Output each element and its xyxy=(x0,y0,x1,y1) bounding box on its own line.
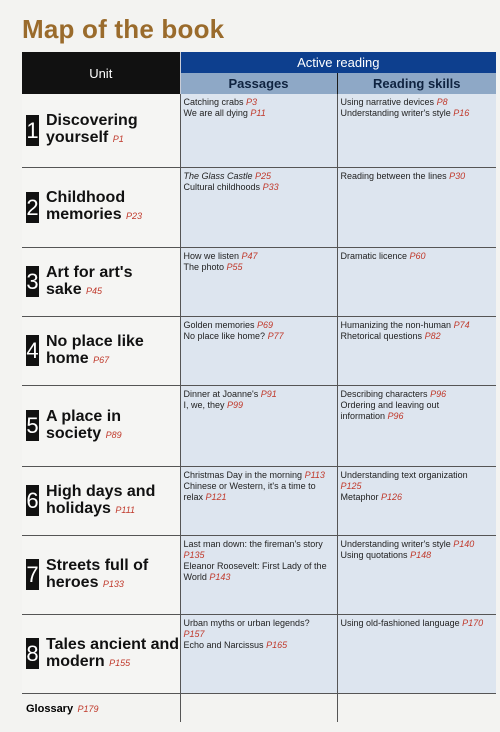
line-page: P157 xyxy=(183,628,205,639)
line-text: relax xyxy=(183,491,204,502)
line-page: P47 xyxy=(241,250,258,261)
line-page: P30 xyxy=(449,170,466,181)
active-reading-header: Active reading xyxy=(180,52,496,73)
unit-title-line1: Tales ancient and xyxy=(46,635,180,653)
unit-title xyxy=(46,189,142,225)
line-text: Christmas Day in the morning xyxy=(183,469,303,480)
line-text: Using narrative devices xyxy=(340,97,435,107)
unit-title xyxy=(46,483,155,519)
passages-cell xyxy=(180,614,337,693)
unit-page: P23 xyxy=(126,211,143,221)
glossary-page: P179 xyxy=(77,703,99,714)
unit-title-line1: A place in xyxy=(46,407,121,425)
line-text: Urban myths or urban legends? xyxy=(183,617,310,628)
line-page: P11 xyxy=(250,108,266,118)
unit-title-line2: holidays xyxy=(46,499,111,517)
passages-cell-line xyxy=(184,629,334,640)
unit-title-line2: modern xyxy=(46,652,105,670)
line-text: The Glass Castle xyxy=(183,170,253,181)
line-page: P74 xyxy=(453,319,470,330)
skills-cell-line xyxy=(341,171,494,182)
passages-cell xyxy=(180,535,337,614)
line-page: P8 xyxy=(436,97,448,107)
passages-cell xyxy=(180,247,337,316)
line-text: information xyxy=(340,410,386,421)
reading-skills-header: Reading skills xyxy=(337,73,496,94)
passages-cell-line xyxy=(184,320,334,331)
line-page: P126 xyxy=(381,491,403,502)
unit-number-badge: 7 xyxy=(26,559,39,590)
line-page: P33 xyxy=(262,181,279,192)
passages-cell-line xyxy=(184,389,334,400)
line-page: P135 xyxy=(183,549,205,560)
unit-page: P1 xyxy=(112,134,124,145)
passages-cell-line xyxy=(184,97,334,108)
unit-row xyxy=(22,94,496,167)
line-text: Ordering and leaving out xyxy=(340,399,440,410)
unit-cell xyxy=(22,535,180,614)
unit-page: P45 xyxy=(86,285,103,296)
line-text: We are all dying xyxy=(183,108,248,118)
passages-header: Passages xyxy=(180,73,337,94)
line-text: Understanding writer's style xyxy=(340,538,451,549)
unit-cell xyxy=(22,167,180,247)
unit-title xyxy=(46,333,144,369)
unit-row xyxy=(22,535,496,614)
line-page: P113 xyxy=(304,469,325,480)
line-text: Dinner at Joanne's xyxy=(183,388,259,399)
line-page: P25 xyxy=(255,170,272,181)
unit-row xyxy=(22,316,496,385)
line-page: P140 xyxy=(453,538,475,549)
line-page: P96 xyxy=(387,410,404,421)
line-text: Using quotations xyxy=(340,549,408,560)
line-page: P125 xyxy=(340,480,362,491)
line-page: P91 xyxy=(260,388,277,399)
unit-number-badge: 2 xyxy=(26,192,39,223)
passages-cell-line xyxy=(184,171,334,182)
line-page: P60 xyxy=(409,250,426,261)
unit-row xyxy=(22,247,496,316)
unit-title xyxy=(46,264,132,300)
line-text: Humanizing the non-human xyxy=(340,319,452,330)
unit-number-badge: 6 xyxy=(26,485,39,516)
unit-title-line2: heroes xyxy=(46,573,99,591)
unit-title-line2: sake xyxy=(46,280,82,298)
skills-cell-line xyxy=(341,108,494,119)
passages-cell-line xyxy=(184,572,334,583)
unit-row xyxy=(22,466,496,535)
line-page: P16 xyxy=(453,108,470,118)
skills-cell-line xyxy=(341,389,494,400)
skills-cell xyxy=(337,167,496,247)
passages-cell-line xyxy=(184,400,334,411)
unit-title-line1: Art for art's xyxy=(46,263,133,281)
skills-cell-line xyxy=(341,550,494,561)
line-text: Using old-fashioned language xyxy=(340,617,460,628)
unit-cell xyxy=(22,247,180,316)
book-map-table xyxy=(22,52,496,722)
passages-cell-line xyxy=(184,561,334,572)
passages-cell xyxy=(180,167,337,247)
glossary-label: Glossary xyxy=(26,702,74,715)
line-page: P82 xyxy=(424,330,441,341)
unit-page: P133 xyxy=(102,578,124,589)
passages-cell-line xyxy=(184,108,334,119)
unit-cell xyxy=(22,385,180,466)
line-text: Chinese or Western, it's a time to xyxy=(183,480,316,491)
line-text: Cultural childhoods xyxy=(183,181,261,192)
line-text: Reading between the lines xyxy=(340,170,447,181)
skills-cell-line xyxy=(341,97,494,108)
unit-title-line1: Streets full of xyxy=(46,556,149,574)
unit-title xyxy=(46,636,179,672)
unit-page: P89 xyxy=(105,429,122,440)
line-page: P99 xyxy=(227,399,244,410)
line-page: P96 xyxy=(430,388,447,399)
page-title: Map of the book xyxy=(22,14,225,44)
line-text: Golden memories xyxy=(183,319,255,330)
line-text: Echo and Narcissus xyxy=(183,639,264,650)
line-text: No place like home? xyxy=(183,330,266,341)
unit-title xyxy=(46,112,138,148)
skills-cell xyxy=(337,247,496,316)
passages-cell xyxy=(180,466,337,535)
line-text: Understanding text organization xyxy=(340,469,468,480)
passages-cell xyxy=(180,385,337,466)
passages-cell-line xyxy=(184,182,334,193)
line-text: Understanding writer's style xyxy=(340,108,451,118)
passages-cell xyxy=(180,316,337,385)
unit-row xyxy=(22,167,496,247)
unit-title-line2: yourself xyxy=(46,129,109,147)
passages-cell-line xyxy=(184,251,334,262)
line-page: P148 xyxy=(410,549,432,560)
unit-title-line2: society xyxy=(46,424,102,442)
unit-title-line2: memories xyxy=(46,206,122,223)
line-text: I, we, they xyxy=(183,399,225,410)
passages-cell-line xyxy=(184,331,334,342)
skills-cell-line xyxy=(341,539,494,550)
skills-cell xyxy=(337,466,496,535)
skills-cell-line xyxy=(341,481,494,492)
skills-cell-line xyxy=(341,411,494,422)
glossary-passages-blank xyxy=(180,693,337,722)
unit-page: P111 xyxy=(115,504,136,515)
line-text: World xyxy=(183,571,207,582)
unit-page: P155 xyxy=(109,657,131,668)
skills-cell xyxy=(337,316,496,385)
passages-cell xyxy=(180,94,337,167)
unit-title xyxy=(46,557,148,593)
line-page: P3 xyxy=(246,97,258,107)
line-page: P69 xyxy=(257,319,274,330)
unit-number-badge: 3 xyxy=(26,266,39,297)
unit-cell xyxy=(22,614,180,693)
line-text: Metaphor xyxy=(340,491,379,502)
unit-row xyxy=(22,614,496,693)
unit-title xyxy=(46,408,122,444)
passages-cell-line xyxy=(184,262,334,273)
unit-number-badge: 1 xyxy=(26,115,39,146)
unit-number-badge: 8 xyxy=(26,638,39,669)
unit-row xyxy=(22,385,496,466)
passages-cell-line xyxy=(184,539,334,550)
line-text: The photo xyxy=(183,261,225,272)
unit-cell xyxy=(22,466,180,535)
skills-cell xyxy=(337,94,496,167)
skills-cell xyxy=(337,535,496,614)
skills-cell-line xyxy=(341,331,494,342)
line-text: Last man down: the fireman's story xyxy=(183,538,323,549)
line-text: Rhetorical questions xyxy=(340,330,423,341)
line-text: How we listen xyxy=(183,250,240,261)
line-page: P121 xyxy=(205,491,227,502)
skills-cell-line xyxy=(341,400,494,411)
line-text: Eleanor Roosevelt: First Lady of the xyxy=(183,560,327,571)
skills-cell xyxy=(337,614,496,693)
unit-number-badge: 5 xyxy=(26,410,39,441)
skills-cell-line xyxy=(341,492,494,503)
passages-cell-line xyxy=(184,550,334,561)
passages-cell-line xyxy=(184,492,334,503)
line-text: Catching crabs xyxy=(183,97,244,107)
unit-column-header: Unit xyxy=(22,52,180,94)
unit-title-line1: No place like xyxy=(46,332,144,350)
unit-cell xyxy=(22,94,180,167)
unit-number-badge: 4 xyxy=(26,335,39,366)
skills-cell xyxy=(337,385,496,466)
glossary-cell xyxy=(22,693,180,722)
line-page: P77 xyxy=(267,330,284,341)
line-text: Describing characters xyxy=(340,388,428,399)
unit-title-line1: Childhood xyxy=(46,189,126,206)
glossary-skills-blank xyxy=(337,693,496,722)
line-page: P143 xyxy=(209,571,231,582)
passages-cell-line xyxy=(184,618,334,629)
unit-title-line1: Discovering xyxy=(46,112,138,130)
unit-cell xyxy=(22,316,180,385)
line-text: Dramatic licence xyxy=(340,250,408,261)
skills-cell-line xyxy=(341,618,494,629)
passages-cell-line xyxy=(184,640,334,651)
passages-cell-line xyxy=(184,481,334,492)
unit-page: P67 xyxy=(93,354,110,365)
line-page: P165 xyxy=(266,639,288,650)
skills-cell-line xyxy=(341,320,494,331)
passages-cell-line xyxy=(184,470,334,481)
line-page: P55 xyxy=(226,261,243,272)
unit-title-line2: home xyxy=(46,349,89,367)
line-page: P170 xyxy=(462,617,484,628)
skills-cell-line xyxy=(341,470,494,481)
skills-cell-line xyxy=(341,251,494,262)
unit-title-line1: High days and xyxy=(46,482,156,500)
